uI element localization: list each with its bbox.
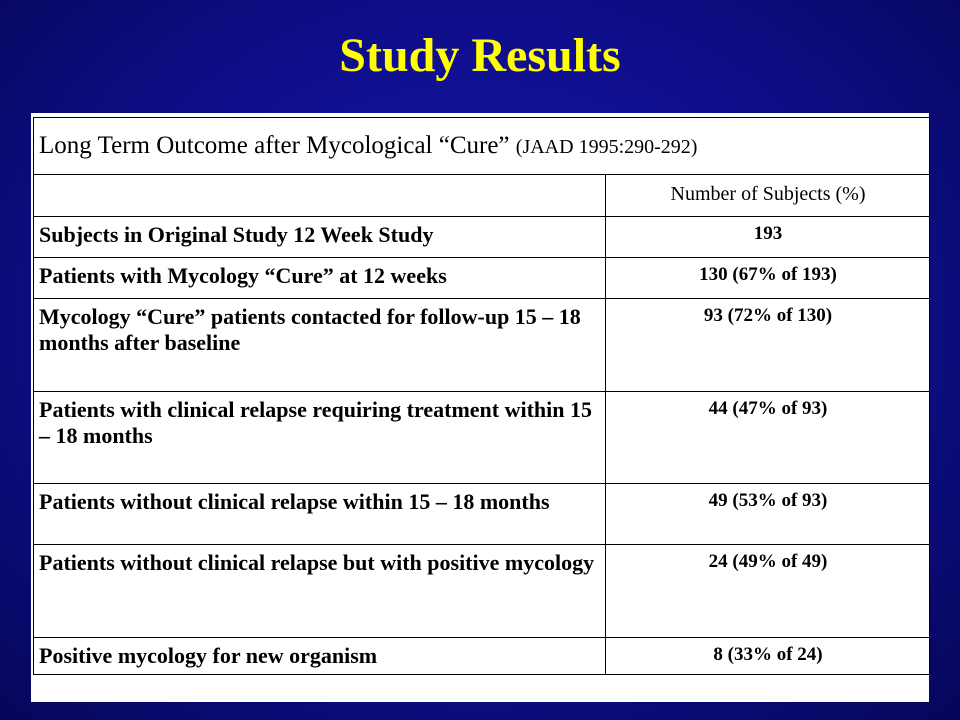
row-value: 24 (49% of 49) — [606, 545, 930, 638]
row-value: 93 (72% of 130) — [606, 299, 930, 392]
row-value: 130 (67% of 193) — [606, 258, 930, 299]
table-row — [34, 258, 930, 299]
row-label: Patients with clinical relapse requiring treatment within 15 – 18 months — [34, 392, 606, 484]
row-label: Mycology “Cure” patients contacted for follow-up 15 – 18 months after baseline — [34, 299, 606, 392]
table-title: Long Term Outcome after Mycological “Cure” — [39, 132, 510, 159]
table-row — [34, 299, 930, 392]
row-label: Patients with Mycology “Cure” at 12 weeks — [34, 258, 606, 299]
row-label: Patients without clinical relapse but with positive mycology — [34, 545, 606, 638]
table-row — [34, 217, 930, 258]
results-table — [33, 117, 930, 675]
slide-title: Study Results — [339, 29, 621, 82]
table-panel — [31, 113, 929, 702]
row-value: 44 (47% of 93) — [606, 392, 930, 484]
table-row — [34, 638, 930, 675]
row-value: 193 — [606, 217, 930, 258]
table-row — [34, 392, 930, 484]
table-citation: (JAAD 1995:290-292) — [515, 136, 698, 158]
table-row — [34, 484, 930, 545]
table-title-row — [34, 118, 930, 175]
row-value: 49 (53% of 93) — [606, 484, 930, 545]
column-header: Number of Subjects (%) — [606, 175, 930, 217]
table-row — [34, 545, 930, 638]
row-label: Positive mycology for new organism — [34, 638, 606, 675]
row-label: Patients without clinical relapse within 15 – 18 months — [34, 484, 606, 545]
column-header-blank — [34, 175, 606, 217]
row-label: Subjects in Original Study 12 Week Study — [34, 217, 606, 258]
table-title-cell — [34, 118, 930, 175]
column-header-row — [34, 175, 930, 217]
row-value: 8 (33% of 24) — [606, 638, 930, 675]
